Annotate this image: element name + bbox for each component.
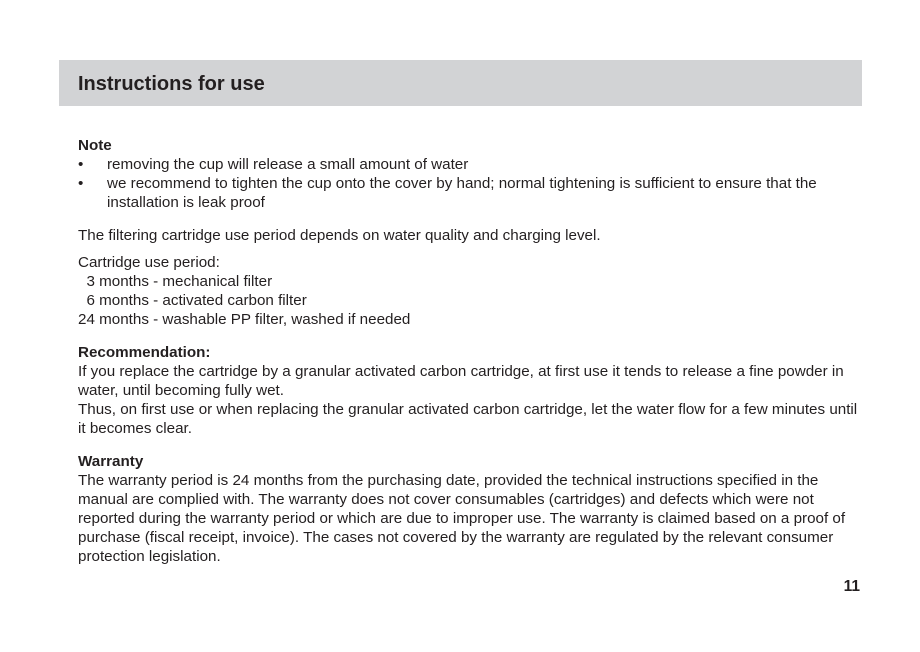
cartridge-section (78, 253, 868, 329)
warranty-section (78, 452, 868, 566)
warranty-heading: Warranty (78, 453, 144, 470)
use-period-paragraph: The filtering cartridge use period depends on water quality and charging level. (78, 227, 601, 244)
page-title: Instructions for use (78, 73, 265, 95)
note-heading: Note (78, 137, 112, 154)
note-item-text: removing the cup will release a small amount of water (107, 156, 469, 173)
cartridge-period-line: 24 months - washable PP filter, washed if needed (78, 311, 411, 328)
recommendation-heading: Recommendation: (78, 344, 211, 361)
note-item-text: we recommend to tighten the cup onto the cover by hand; normal tightening is sufficient to ensure that the installation is leak proof (107, 175, 817, 211)
bullet-icon: • (78, 156, 84, 173)
recommendation-paragraph: If you replace the cartridge by a granular activated carbon cartridge, at first use it tends to release a fine powder in water, until becoming fully wet. (78, 363, 844, 399)
section-header-bar (59, 60, 862, 106)
cartridge-heading: Cartridge use period: (78, 254, 220, 271)
bullet-icon: • (78, 175, 84, 192)
note-section (78, 136, 868, 212)
cartridge-period-line: 6 months - activated carbon filter (78, 292, 307, 309)
warranty-paragraph: The warranty period is 24 months from the purchasing date, provided the technical instructions specified in the manual are complied with. The warranty does not cover consumables (cartridges) and defects which were not reported during the warranty period or which are due to improper use. The warranty is claimed based on a proof of purchase (fiscal receipt, invoice). The cases not covered by the warranty are regulated by the relevant consumer protection legislation. (78, 472, 846, 565)
recommendation-paragraph: Thus, on first use or when replacing the granular activated carbon cartridge, let the water flow for a few minutes until it becomes clear. (78, 401, 858, 437)
recommendation-section (78, 343, 868, 438)
list-item (78, 174, 868, 212)
cartridge-period-line: 3 months - mechanical filter (78, 273, 273, 290)
page-number: 11 (843, 578, 860, 595)
list-item (78, 155, 868, 174)
note-list (78, 155, 868, 212)
document-body (78, 136, 868, 566)
